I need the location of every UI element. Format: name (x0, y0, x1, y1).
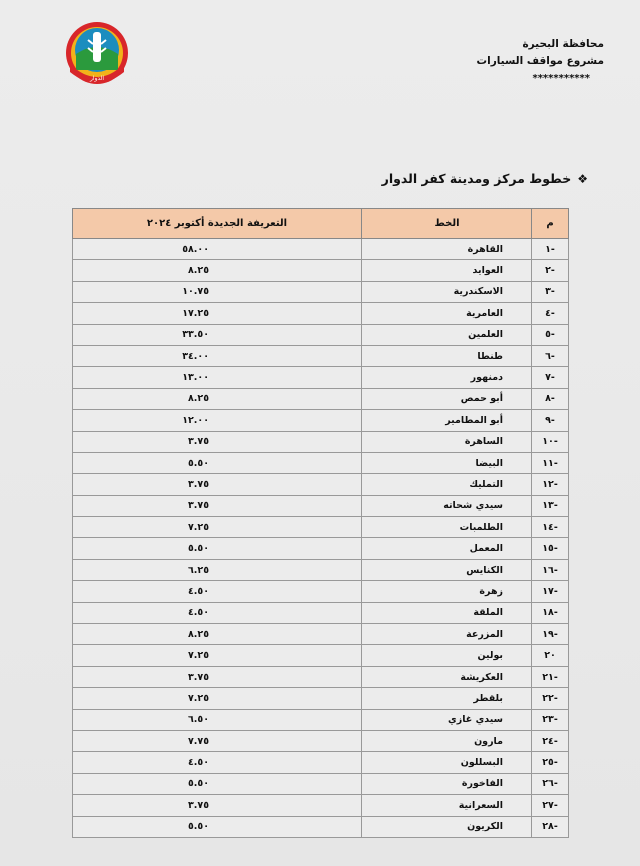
table-row (73, 474, 569, 495)
row-price: ٧.٢٥ (73, 688, 362, 709)
header-price: التعريفة الجديدة أكتوبر ٢٠٢٤ (73, 209, 362, 239)
row-price: ٨.٢٥ (73, 260, 362, 281)
row-line: العوايد (362, 260, 532, 281)
row-price: ٥٨.٠٠ (73, 239, 362, 260)
project-name: مشروع مواقف السيارات (476, 55, 604, 67)
row-line: الملقة (362, 602, 532, 623)
row-number: -١١ (532, 452, 569, 473)
row-line: بلقطر (362, 688, 532, 709)
header-stars: *********** (532, 73, 590, 84)
row-number: -٢٢ (532, 688, 569, 709)
table-row (73, 281, 569, 302)
row-line: القاهرة (362, 239, 532, 260)
row-number: -٢٣ (532, 709, 569, 730)
table-row (73, 452, 569, 473)
row-price: ٧.٢٥ (73, 517, 362, 538)
table-row (73, 303, 569, 324)
row-price: ١٠.٧٥ (73, 281, 362, 302)
row-number: -٨ (532, 388, 569, 409)
row-line: مارون (362, 730, 532, 751)
table-row (73, 367, 569, 388)
table-row (73, 388, 569, 409)
row-price: ٣.٧٥ (73, 666, 362, 687)
table-row (73, 645, 569, 666)
row-line: دمنهور (362, 367, 532, 388)
table-row (73, 581, 569, 602)
row-number: -٩ (532, 410, 569, 431)
header-line: الخط (362, 209, 532, 239)
row-line: الاسكندرية (362, 281, 532, 302)
row-line: العامرية (362, 303, 532, 324)
table-row (73, 730, 569, 751)
table-row (73, 517, 569, 538)
row-line: سيدي شحاته (362, 495, 532, 516)
row-line: سيدي غازي (362, 709, 532, 730)
row-line: التمليك (362, 474, 532, 495)
row-price: ٣٣.٥٠ (73, 324, 362, 345)
row-price: ٣.٧٥ (73, 474, 362, 495)
table-row (73, 431, 569, 452)
row-number: -٢١ (532, 666, 569, 687)
row-number: -١٢ (532, 474, 569, 495)
row-price: ٣.٧٥ (73, 795, 362, 816)
table-row (73, 624, 569, 645)
row-number: -٦ (532, 345, 569, 366)
table-row (73, 324, 569, 345)
row-line: الطلمبات (362, 517, 532, 538)
row-price: ٥.٥٠ (73, 452, 362, 473)
row-line: أبو حمص (362, 388, 532, 409)
row-line: طنطا (362, 345, 532, 366)
table-row (73, 495, 569, 516)
table-row (73, 666, 569, 687)
row-price: ٧.٧٥ (73, 730, 362, 751)
row-price: ٦.٢٥ (73, 559, 362, 580)
row-number: -١ (532, 239, 569, 260)
row-line: السعرانية (362, 795, 532, 816)
governorate-logo-icon (62, 20, 132, 86)
row-line: المعمل (362, 538, 532, 559)
diamond-bullet-icon: ❖ (577, 171, 588, 186)
row-price: ٥.٥٠ (73, 816, 362, 837)
row-price: ٤.٥٠ (73, 602, 362, 623)
table-row (73, 410, 569, 431)
table-row (73, 345, 569, 366)
row-number: -١٠ (532, 431, 569, 452)
row-price: ١٧.٢٥ (73, 303, 362, 324)
row-line: الكريون (362, 816, 532, 837)
logo-text: الدوار (89, 75, 105, 82)
row-number: -١٨ (532, 602, 569, 623)
row-number: -٤ (532, 303, 569, 324)
table-row (73, 260, 569, 281)
header-block (404, 36, 604, 87)
row-number: -٢ (532, 260, 569, 281)
table-row (73, 795, 569, 816)
header-num: م (532, 209, 569, 239)
table-header-row (73, 209, 569, 239)
row-line: الساهرة (362, 431, 532, 452)
table-row (73, 538, 569, 559)
row-line: العكريشة (362, 666, 532, 687)
row-line: بولين (362, 645, 532, 666)
row-number: -١٧ (532, 581, 569, 602)
table-row (73, 816, 569, 837)
row-price: ١٣.٠٠ (73, 367, 362, 388)
row-number: -٢٤ (532, 730, 569, 751)
row-price: ١٢.٠٠ (73, 410, 362, 431)
section-title-text: خطوط مركز ومدينة كفر الدوار (381, 171, 572, 186)
table-row (73, 709, 569, 730)
table-row (73, 559, 569, 580)
row-number: -٢٨ (532, 816, 569, 837)
row-price: ٤.٥٠ (73, 752, 362, 773)
row-number: -٢٧ (532, 795, 569, 816)
governorate-name: محافظة البحيرة (522, 38, 604, 50)
table-row (73, 602, 569, 623)
row-line: البسللون (362, 752, 532, 773)
row-number: -١٩ (532, 624, 569, 645)
table-row (73, 752, 569, 773)
row-number: -١٥ (532, 538, 569, 559)
row-price: ٨.٢٥ (73, 624, 362, 645)
row-line: الفاخورة (362, 773, 532, 794)
table-row (73, 773, 569, 794)
row-price: ٣.٧٥ (73, 495, 362, 516)
row-price: ٣٤.٠٠ (73, 345, 362, 366)
row-price: ٥.٥٠ (73, 773, 362, 794)
row-line: المزرعة (362, 624, 532, 645)
row-number: -٧ (532, 367, 569, 388)
row-line: العلمين (362, 324, 532, 345)
row-number: -١٤ (532, 517, 569, 538)
row-number: -١٣ (532, 495, 569, 516)
table-row (73, 239, 569, 260)
fares-table (72, 208, 569, 838)
table-row (73, 688, 569, 709)
row-number: -٢٦ (532, 773, 569, 794)
row-number: -٣ (532, 281, 569, 302)
section-title (382, 171, 588, 186)
row-number: -٢٥ (532, 752, 569, 773)
row-price: ٤.٥٠ (73, 581, 362, 602)
row-number: -٥ (532, 324, 569, 345)
row-line: زهرة (362, 581, 532, 602)
row-line: البيضا (362, 452, 532, 473)
row-number: -١٦ (532, 559, 569, 580)
row-number: ٢٠ (532, 645, 569, 666)
row-line: أبو المطامير (362, 410, 532, 431)
row-price: ٣.٧٥ (73, 431, 362, 452)
row-price: ٦.٥٠ (73, 709, 362, 730)
row-line: الكنايس (362, 559, 532, 580)
row-price: ٨.٢٥ (73, 388, 362, 409)
row-price: ٧.٢٥ (73, 645, 362, 666)
row-price: ٥.٥٠ (73, 538, 362, 559)
